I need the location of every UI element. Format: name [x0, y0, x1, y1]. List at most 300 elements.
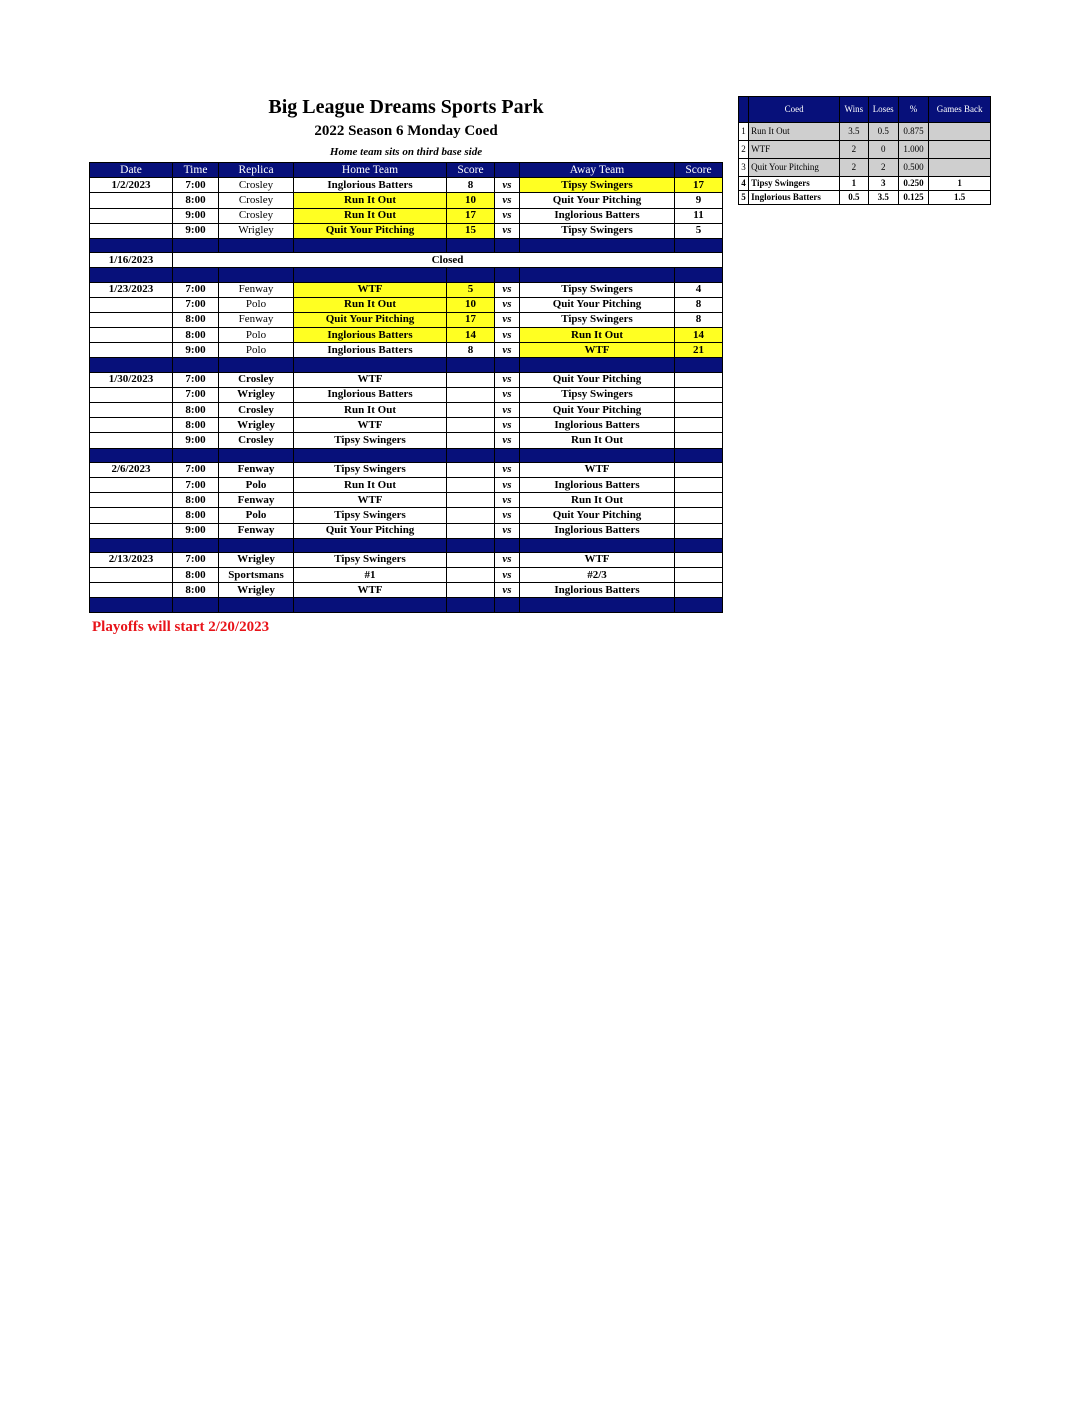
away-score-cell	[675, 403, 723, 418]
loses-cell: 2	[868, 159, 898, 177]
separator-cell	[447, 238, 495, 252]
field-cell: Fenway	[219, 462, 294, 477]
field-cell: Crosley	[219, 193, 294, 208]
game-row	[90, 193, 723, 208]
vs-cell: vs	[495, 477, 520, 492]
game-row	[90, 493, 723, 508]
separator-cell	[294, 358, 447, 372]
separator-cell	[520, 358, 675, 372]
date-cell: 1/2/2023	[90, 178, 173, 193]
vs-cell: vs	[495, 328, 520, 343]
rank-cell: 4	[739, 177, 749, 191]
away-team-cell: Inglorious Batters	[520, 523, 675, 538]
home-score-cell: 8	[447, 178, 495, 193]
column-header	[495, 163, 520, 178]
home-team-cell: WTF	[294, 418, 447, 433]
wins-cell: 3.5	[840, 123, 868, 141]
vs-cell: vs	[495, 297, 520, 312]
week-separator	[90, 238, 723, 252]
away-score-cell: 11	[675, 208, 723, 223]
away-score-cell: 8	[675, 297, 723, 312]
away-score-cell: 9	[675, 193, 723, 208]
separator-cell	[219, 358, 294, 372]
home-team-cell: Tipsy Swingers	[294, 552, 447, 567]
home-score-cell	[447, 477, 495, 492]
time-cell: 9:00	[173, 523, 219, 538]
away-score-cell: 21	[675, 343, 723, 358]
separator-cell	[675, 238, 723, 252]
away-score-cell: 4	[675, 282, 723, 297]
date-cell	[90, 583, 173, 598]
vs-cell: vs	[495, 223, 520, 238]
away-team-cell: Inglorious Batters	[520, 477, 675, 492]
standings-row	[739, 159, 991, 177]
home-team-cell: Inglorious Batters	[294, 178, 447, 193]
date-cell	[90, 433, 173, 448]
away-team-cell: Tipsy Swingers	[520, 223, 675, 238]
time-cell: 7:00	[173, 462, 219, 477]
standings-table	[738, 96, 991, 205]
home-score-cell: 15	[447, 223, 495, 238]
pct-cell: 0.875	[898, 123, 928, 141]
home-score-cell: 10	[447, 297, 495, 312]
away-score-cell	[675, 583, 723, 598]
page-title: Big League Dreams Sports Park	[268, 96, 544, 118]
away-score-cell: 17	[675, 178, 723, 193]
game-row	[90, 418, 723, 433]
away-score-cell	[675, 372, 723, 387]
time-cell: 7:00	[173, 387, 219, 402]
away-team-cell: Quit Your Pitching	[520, 508, 675, 523]
home-score-cell	[447, 462, 495, 477]
separator-cell	[447, 448, 495, 462]
away-team-cell: Run It Out	[520, 433, 675, 448]
game-row	[90, 372, 723, 387]
games-back-cell	[929, 141, 991, 159]
separator-cell	[173, 448, 219, 462]
games-back-cell: 1.5	[929, 191, 991, 205]
away-team-cell: Tipsy Swingers	[520, 387, 675, 402]
home-score-cell	[447, 523, 495, 538]
home-team-cell: Tipsy Swingers	[294, 462, 447, 477]
away-team-cell: #2/3	[520, 568, 675, 583]
date-cell: 1/23/2023	[90, 282, 173, 297]
away-score-cell	[675, 433, 723, 448]
pct-cell: 1.000	[898, 141, 928, 159]
week-separator	[90, 448, 723, 462]
home-team-cell: Inglorious Batters	[294, 343, 447, 358]
date-cell	[90, 477, 173, 492]
home-team-cell: Tipsy Swingers	[294, 433, 447, 448]
home-score-cell: 5	[447, 282, 495, 297]
separator-cell	[675, 598, 723, 612]
game-row	[90, 208, 723, 223]
away-team-cell: Tipsy Swingers	[520, 312, 675, 327]
team-cell: Inglorious Batters	[749, 191, 840, 205]
time-cell: 8:00	[173, 312, 219, 327]
separator-cell	[294, 448, 447, 462]
separator-cell	[520, 448, 675, 462]
separator-cell	[219, 238, 294, 252]
separator-cell	[173, 598, 219, 612]
separator-cell	[447, 598, 495, 612]
game-row	[90, 387, 723, 402]
schedule-header-row	[90, 163, 723, 178]
separator-cell	[90, 448, 173, 462]
game-row	[90, 433, 723, 448]
home-score-cell	[447, 403, 495, 418]
vs-cell: vs	[495, 493, 520, 508]
date-cell	[90, 297, 173, 312]
home-team-cell: Quit Your Pitching	[294, 523, 447, 538]
separator-cell	[219, 598, 294, 612]
separator-cell	[294, 238, 447, 252]
away-team-cell: Quit Your Pitching	[520, 193, 675, 208]
home-score-cell	[447, 433, 495, 448]
week-separator	[90, 538, 723, 552]
standings-column-header: Games Back	[929, 97, 991, 123]
rank-cell: 5	[739, 191, 749, 205]
home-score-cell: 10	[447, 193, 495, 208]
home-team-cell: #1	[294, 568, 447, 583]
field-cell: Crosley	[219, 208, 294, 223]
separator-cell	[495, 268, 520, 282]
away-team-cell: WTF	[520, 343, 675, 358]
field-cell: Wrigley	[219, 387, 294, 402]
column-header: Home Team	[294, 163, 447, 178]
separator-cell	[675, 268, 723, 282]
game-row	[90, 312, 723, 327]
game-row	[90, 282, 723, 297]
home-score-cell: 14	[447, 328, 495, 343]
loses-cell: 3.5	[868, 191, 898, 205]
away-score-cell	[675, 552, 723, 567]
home-score-cell	[447, 387, 495, 402]
team-cell: Tipsy Swingers	[749, 177, 840, 191]
time-cell: 8:00	[173, 418, 219, 433]
time-cell: 9:00	[173, 433, 219, 448]
wins-cell: 2	[840, 141, 868, 159]
away-team-cell: Inglorious Batters	[520, 208, 675, 223]
vs-cell: vs	[495, 343, 520, 358]
separator-cell	[219, 538, 294, 552]
separator-cell	[173, 358, 219, 372]
time-cell: 7:00	[173, 477, 219, 492]
time-cell: 9:00	[173, 223, 219, 238]
field-cell: Fenway	[219, 282, 294, 297]
separator-cell	[495, 538, 520, 552]
date-cell	[90, 193, 173, 208]
away-team-cell: Quit Your Pitching	[520, 297, 675, 312]
rank-header	[739, 97, 749, 123]
separator-cell	[294, 268, 447, 282]
separator-cell	[90, 268, 173, 282]
games-back-cell	[929, 159, 991, 177]
home-team-cell: Run It Out	[294, 297, 447, 312]
schedule-table	[89, 162, 723, 613]
loses-cell: 0.5	[868, 123, 898, 141]
vs-cell: vs	[495, 583, 520, 598]
date-cell	[90, 508, 173, 523]
rank-cell: 1	[739, 123, 749, 141]
away-score-cell	[675, 568, 723, 583]
home-score-cell	[447, 372, 495, 387]
loses-cell: 3	[868, 177, 898, 191]
home-team-cell: Quit Your Pitching	[294, 223, 447, 238]
date-cell: 1/30/2023	[90, 372, 173, 387]
away-team-cell: WTF	[520, 462, 675, 477]
pct-cell: 0.125	[898, 191, 928, 205]
field-cell: Fenway	[219, 493, 294, 508]
away-team-cell: Inglorious Batters	[520, 583, 675, 598]
column-header: Replica	[219, 163, 294, 178]
game-row	[90, 462, 723, 477]
home-team-note: Home team sits on third base side	[329, 146, 483, 158]
field-cell: Sportsmans	[219, 568, 294, 583]
team-cell: Quit Your Pitching	[749, 159, 840, 177]
vs-cell: vs	[495, 403, 520, 418]
time-cell: 7:00	[173, 372, 219, 387]
column-header: Away Team	[520, 163, 675, 178]
date-cell	[90, 403, 173, 418]
date-cell: 2/6/2023	[90, 462, 173, 477]
home-team-cell: Inglorious Batters	[294, 328, 447, 343]
away-score-cell: 8	[675, 312, 723, 327]
field-cell: Crosley	[219, 403, 294, 418]
vs-cell: vs	[495, 568, 520, 583]
season-subtitle: 2022 Season 6 Monday Coed	[314, 123, 498, 139]
field-cell: Crosley	[219, 433, 294, 448]
game-row	[90, 523, 723, 538]
separator-cell	[520, 238, 675, 252]
game-row	[90, 403, 723, 418]
vs-cell: vs	[495, 523, 520, 538]
game-row	[90, 508, 723, 523]
separator-cell	[90, 238, 173, 252]
games-back-cell: 1	[929, 177, 991, 191]
home-team-cell: WTF	[294, 372, 447, 387]
separator-cell	[219, 448, 294, 462]
home-score-cell: 8	[447, 343, 495, 358]
field-cell: Wrigley	[219, 418, 294, 433]
standings-column-header: Wins	[840, 97, 868, 123]
field-cell: Polo	[219, 508, 294, 523]
separator-cell	[90, 538, 173, 552]
pct-cell: 0.250	[898, 177, 928, 191]
field-cell: Fenway	[219, 312, 294, 327]
vs-cell: vs	[495, 372, 520, 387]
away-score-cell	[675, 508, 723, 523]
field-cell: Fenway	[219, 523, 294, 538]
pct-cell: 0.500	[898, 159, 928, 177]
separator-cell	[675, 538, 723, 552]
separator-cell	[173, 538, 219, 552]
date-cell: 2/13/2023	[90, 552, 173, 567]
date-cell: 1/16/2023	[90, 253, 173, 268]
game-row	[90, 477, 723, 492]
vs-cell: vs	[495, 418, 520, 433]
field-cell: Polo	[219, 297, 294, 312]
closed-cell: Closed	[173, 253, 723, 268]
date-cell	[90, 523, 173, 538]
away-team-cell: Quit Your Pitching	[520, 372, 675, 387]
column-header: Time	[173, 163, 219, 178]
date-cell	[90, 328, 173, 343]
vs-cell: vs	[495, 178, 520, 193]
standings-column-header: Coed	[749, 97, 840, 123]
away-score-cell: 14	[675, 328, 723, 343]
closed-week-row	[90, 253, 723, 268]
away-team-cell: Inglorious Batters	[520, 418, 675, 433]
playoffs-notice: Playoffs will start 2/20/2023	[92, 619, 270, 635]
separator-cell	[294, 538, 447, 552]
home-team-cell: Run It Out	[294, 193, 447, 208]
time-cell: 7:00	[173, 297, 219, 312]
separator-cell	[495, 448, 520, 462]
standings-row	[739, 191, 991, 205]
time-cell: 9:00	[173, 208, 219, 223]
home-score-cell	[447, 583, 495, 598]
away-team-cell: Tipsy Swingers	[520, 282, 675, 297]
time-cell: 8:00	[173, 193, 219, 208]
home-team-cell: Run It Out	[294, 403, 447, 418]
home-score-cell: 17	[447, 208, 495, 223]
separator-cell	[675, 448, 723, 462]
home-score-cell	[447, 552, 495, 567]
separator-cell	[219, 268, 294, 282]
away-score-cell	[675, 462, 723, 477]
wins-cell: 1	[840, 177, 868, 191]
vs-cell: vs	[495, 208, 520, 223]
home-team-cell: Quit Your Pitching	[294, 312, 447, 327]
separator-cell	[90, 358, 173, 372]
date-cell	[90, 568, 173, 583]
time-cell: 9:00	[173, 343, 219, 358]
team-cell: Run It Out	[749, 123, 840, 141]
home-team-cell: WTF	[294, 493, 447, 508]
time-cell: 7:00	[173, 552, 219, 567]
home-score-cell: 17	[447, 312, 495, 327]
separator-cell	[495, 358, 520, 372]
home-score-cell	[447, 568, 495, 583]
vs-cell: vs	[495, 282, 520, 297]
time-cell: 7:00	[173, 282, 219, 297]
vs-cell: vs	[495, 552, 520, 567]
loses-cell: 0	[868, 141, 898, 159]
time-cell: 8:00	[173, 508, 219, 523]
home-score-cell	[447, 493, 495, 508]
wins-cell: 2	[840, 159, 868, 177]
field-cell: Wrigley	[219, 223, 294, 238]
game-row	[90, 568, 723, 583]
vs-cell: vs	[495, 312, 520, 327]
home-score-cell	[447, 508, 495, 523]
date-cell	[90, 387, 173, 402]
game-row	[90, 328, 723, 343]
separator-cell	[294, 598, 447, 612]
time-cell: 8:00	[173, 583, 219, 598]
wins-cell: 0.5	[840, 191, 868, 205]
separator-cell	[495, 598, 520, 612]
away-score-cell	[675, 477, 723, 492]
date-cell	[90, 493, 173, 508]
separator-cell	[447, 268, 495, 282]
rank-cell: 2	[739, 141, 749, 159]
home-team-cell: Run It Out	[294, 477, 447, 492]
home-score-cell	[447, 418, 495, 433]
away-team-cell: Tipsy Swingers	[520, 178, 675, 193]
away-score-cell	[675, 523, 723, 538]
column-header: Score	[675, 163, 723, 178]
team-cell: WTF	[749, 141, 840, 159]
home-team-cell: Inglorious Batters	[294, 387, 447, 402]
week-separator	[90, 598, 723, 612]
away-score-cell	[675, 418, 723, 433]
separator-cell	[447, 538, 495, 552]
home-team-cell: WTF	[294, 282, 447, 297]
home-team-cell: Tipsy Swingers	[294, 508, 447, 523]
field-cell: Crosley	[219, 178, 294, 193]
game-row	[90, 343, 723, 358]
time-cell: 8:00	[173, 403, 219, 418]
away-score-cell: 5	[675, 223, 723, 238]
field-cell: Polo	[219, 328, 294, 343]
games-back-cell	[929, 123, 991, 141]
standings-row	[739, 123, 991, 141]
away-team-cell: Run It Out	[520, 328, 675, 343]
field-cell: Polo	[219, 477, 294, 492]
field-cell: Crosley	[219, 372, 294, 387]
game-row	[90, 223, 723, 238]
home-team-cell: Run It Out	[294, 208, 447, 223]
standings-column-header: %	[898, 97, 928, 123]
column-header: Date	[90, 163, 173, 178]
field-cell: Wrigley	[219, 552, 294, 567]
date-cell	[90, 418, 173, 433]
date-cell	[90, 208, 173, 223]
game-row	[90, 552, 723, 567]
separator-cell	[520, 268, 675, 282]
away-team-cell: Quit Your Pitching	[520, 403, 675, 418]
rank-cell: 3	[739, 159, 749, 177]
separator-cell	[495, 238, 520, 252]
time-cell: 8:00	[173, 493, 219, 508]
standings-header-row	[739, 97, 991, 123]
field-cell: Polo	[219, 343, 294, 358]
vs-cell: vs	[495, 433, 520, 448]
time-cell: 7:00	[173, 178, 219, 193]
date-cell	[90, 223, 173, 238]
away-score-cell	[675, 387, 723, 402]
away-team-cell: WTF	[520, 552, 675, 567]
field-cell: Wrigley	[219, 583, 294, 598]
time-cell: 8:00	[173, 568, 219, 583]
standings-row	[739, 141, 991, 159]
game-row	[90, 297, 723, 312]
separator-cell	[173, 238, 219, 252]
game-row	[90, 583, 723, 598]
vs-cell: vs	[495, 508, 520, 523]
separator-cell	[173, 268, 219, 282]
game-row	[90, 178, 723, 193]
away-team-cell: Run It Out	[520, 493, 675, 508]
time-cell: 8:00	[173, 328, 219, 343]
column-header: Score	[447, 163, 495, 178]
vs-cell: vs	[495, 462, 520, 477]
vs-cell: vs	[495, 193, 520, 208]
standings-row	[739, 177, 991, 191]
separator-cell	[447, 358, 495, 372]
